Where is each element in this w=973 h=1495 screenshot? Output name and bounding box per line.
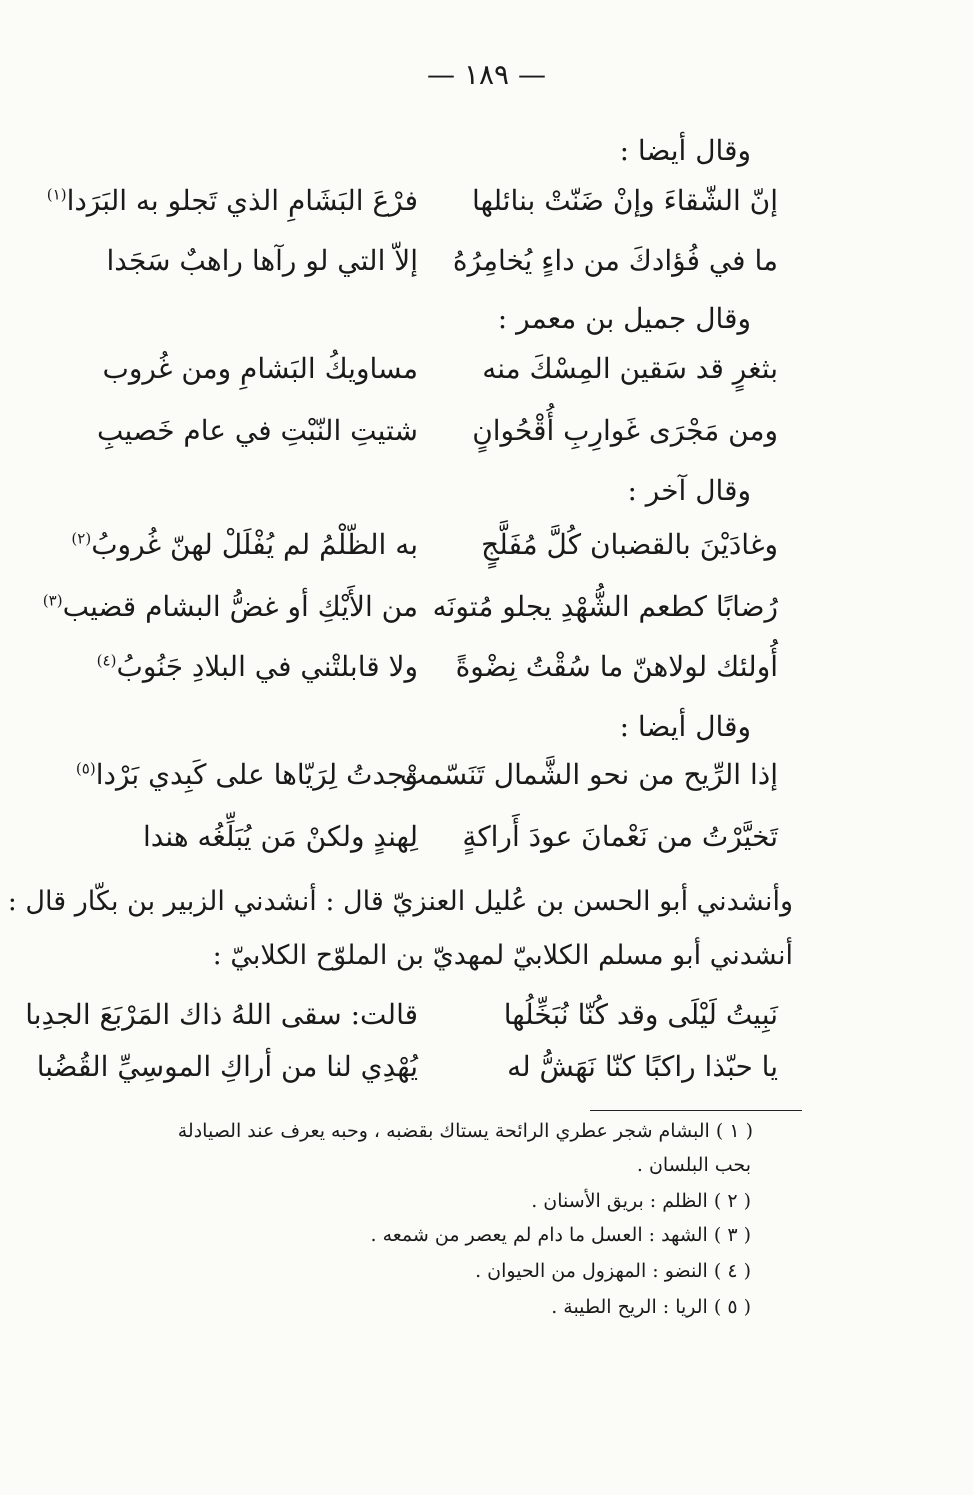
section-intro: وقال أيضا : [619, 710, 751, 743]
verse-second-hemistich [97, 650, 418, 683]
verse-second-hemistich [76, 758, 418, 791]
verse-second-hemistich: لِهندٍ ولكنْ مَن يُبَلِّغُه هندا [142, 820, 418, 853]
section-intro: وقال أيضا : [619, 134, 751, 167]
verse-second-hemistich: يُهْدِي لنا من أراكِ الموسِيِّ القُضُبا [36, 1050, 418, 1083]
verse-first-hemistich: ومن مَجْرَى غَوارِبِ أُقْحُوانٍ [472, 414, 778, 447]
verse-first-hemistich: إنّ الشّقاءَ وإنْ ضَنّتْ بنائلها [472, 184, 778, 217]
verse-first-hemistich: نَبِيتُ لَيْلَى وقد كُنّا نُبَخِّلُها [503, 998, 778, 1031]
verse-first-hemistich: ما في فُؤادكَ من داءٍ يُخامِرُهُ [452, 244, 778, 277]
verse-second-hemistich [47, 184, 418, 217]
section-intro: وقال جميل بن معمر : [497, 302, 751, 335]
verse-second-hemistich: شتيتِ النّبْتِ في عام خَصيبِ [97, 414, 418, 447]
section-intro: وقال آخر : [627, 474, 751, 507]
footnote: ( ١ ) البشام شجر عطري الرائحة يستاك بقضبه ، وحبه يعرف عند الصيادلة [177, 1120, 753, 1142]
footnote: ( ٥ ) الريا : الريح الطيبة . [551, 1296, 751, 1318]
verse-first-hemistich: أُولئك لولاهنّ ما سُقْتُ نِضْوةً [455, 650, 778, 683]
verse-second-text: به الظّلْمُ لم يُفْلَلْ لهنّ غُروبُ [91, 528, 418, 561]
footnote: ( ٤ ) النضو : المهزول من الحيوان . [475, 1260, 751, 1282]
footnote-ref: (٢) [71, 529, 92, 548]
footnote-ref: (١) [46, 185, 67, 204]
verse-second-hemistich [43, 590, 418, 623]
verse-second-text: وجدتُ لِرَيّاها على كَبِدي بَرْدا [95, 758, 418, 791]
verse-first-hemistich: بثغرٍ قد سَقين المِسْكَ منه [482, 352, 778, 385]
prose-line: وأنشدني أبو الحسن بن عُليل العنزيّ قال : أنشدني الزبير بن بكّار قال : [7, 886, 793, 917]
verse-first-hemistich: وغادَيْنَ بالقضبان كُلَّ مُفَلَّجٍ [481, 528, 778, 561]
footnote: بحب البلسان . [636, 1154, 751, 1176]
verse-second-hemistich [71, 528, 418, 561]
verse-first-hemistich: رُضابًا كطعم الشُّهْدِ يجلو مُتونَه [432, 590, 778, 623]
footnote-divider [590, 1110, 802, 1111]
verse-second-hemistich: قالت: سقى اللهُ ذاك المَرْبَعَ الجدِبا [25, 998, 418, 1031]
prose-line: أنشدني أبو مسلم الكلابيّ لمهديّ بن الملوّح الكلابيّ : [212, 940, 793, 971]
footnote-ref: (٥) [75, 759, 96, 778]
footnote: ( ٣ ) الشهد : العسل ما دام لم يعصر من شمعه . [370, 1224, 751, 1246]
footnote-ref: (٤) [96, 651, 117, 670]
verse-second-hemistich: مساويكُ البَشامِ ومن غُروب [102, 352, 418, 385]
footnote: ( ٢ ) الظلم : بريق الأسنان . [531, 1190, 751, 1212]
verse-first-hemistich: إذا الرِّيح من نحو الشَّمال تَنَسّمتْ [399, 758, 778, 791]
verse-first-hemistich: يا حبّذا راكبًا كنّا نَهَشُّ له [507, 1050, 778, 1083]
page-number: — ١٨٩ — [427, 58, 546, 91]
verse-first-hemistich: تَخيَّرْتُ من نَعْمانَ عودَ أَراكةٍ [462, 820, 778, 853]
verse-second-text: من الأَيْكِ أو غضُّ البشام قضيب [62, 590, 418, 623]
verse-second-text: ولا قابلتْني في البلادِ جَنُوبُ [116, 650, 418, 683]
verse-second-hemistich: إلاّ التي لو رآها راهبٌ سَجَدا [106, 244, 418, 277]
footnote-ref: (٣) [42, 591, 63, 610]
verse-second-text: فرْعَ البَشَامِ الذي تَجلو به البَرَدا [66, 184, 418, 217]
